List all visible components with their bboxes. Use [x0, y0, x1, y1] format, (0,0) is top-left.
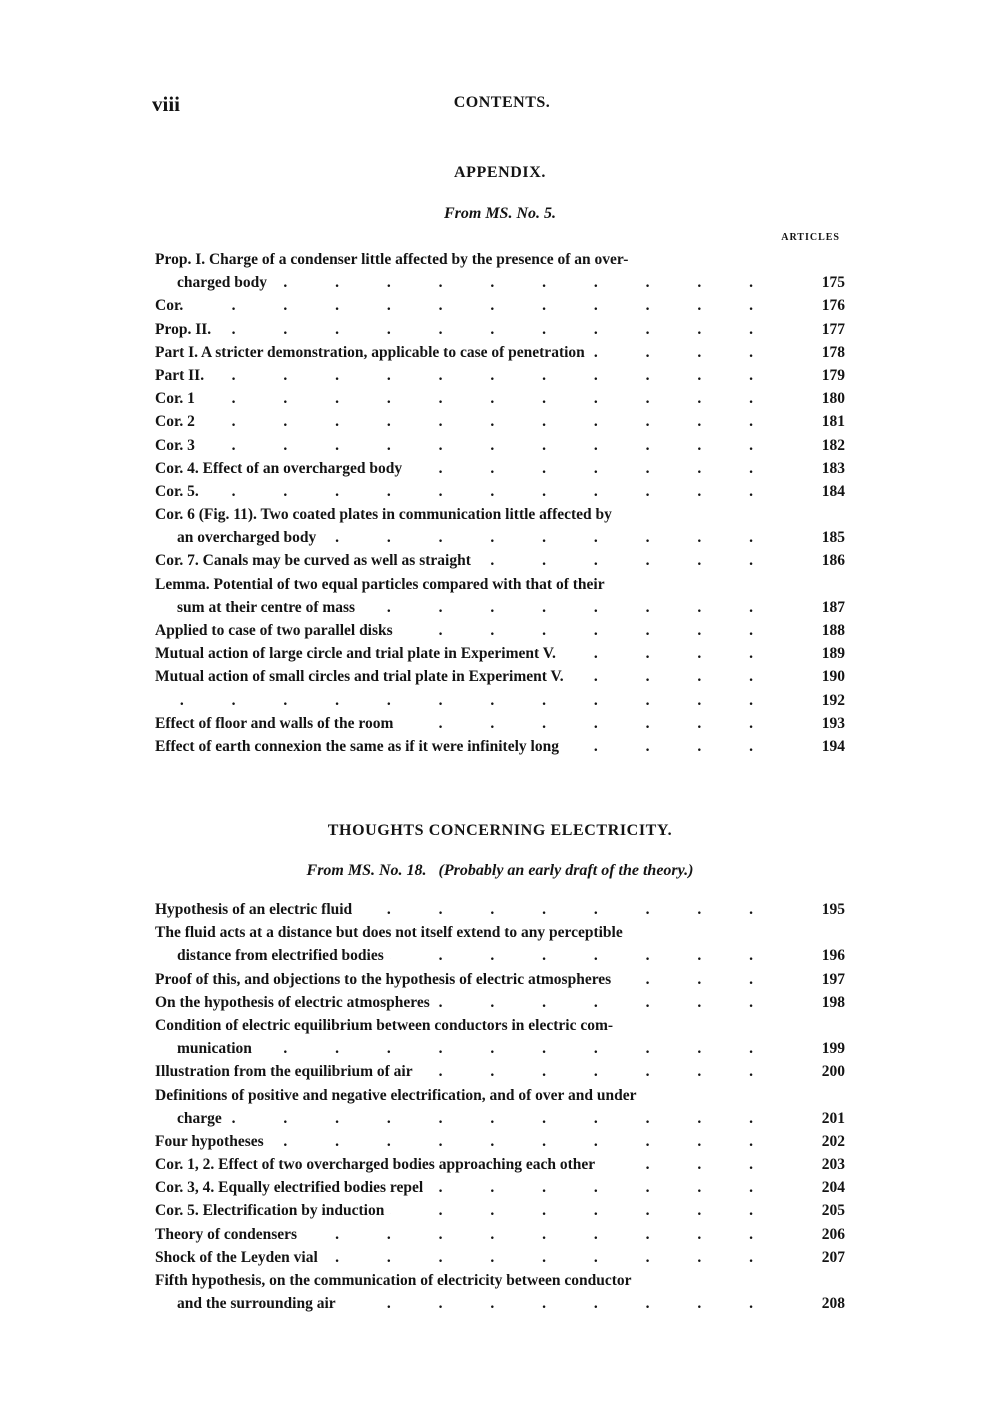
contents-entry: [155, 1223, 845, 1246]
contents-entry: [155, 573, 845, 619]
article-number: 190: [821, 668, 845, 686]
contents-entry: [155, 434, 845, 457]
contents-entry: [155, 921, 845, 967]
entry-line: [155, 1176, 845, 1199]
entry-text: Effect of floor and walls of the room: [155, 715, 399, 732]
article-number: 192: [821, 691, 845, 709]
entry-text: Shock of the Leyden vial: [155, 1249, 324, 1266]
contents-entry: [155, 294, 845, 317]
entry-text: Cor. 1: [155, 390, 201, 407]
entry-text: sum at their centre of mass: [177, 599, 361, 616]
article-number: 188: [821, 622, 845, 639]
entry-line: [155, 457, 845, 480]
running-title: CONTENTS.: [453, 94, 551, 111]
entry-line: [155, 712, 845, 735]
article-number: 200: [821, 1063, 845, 1081]
entry-line: [155, 341, 845, 364]
contents-entry: [155, 1269, 845, 1315]
entry-line: [155, 944, 845, 967]
entry-line: [155, 642, 845, 665]
entry-line: [155, 1153, 845, 1176]
dot-leader: [155, 1107, 753, 1130]
entry-line: [155, 434, 845, 457]
entry-line: [155, 1199, 845, 1222]
article-number: 186: [821, 552, 845, 570]
article-number: 193: [821, 714, 845, 732]
article-number: 183: [821, 459, 845, 477]
entry-text: Cor. 4. Effect of an overcharged body: [155, 460, 408, 477]
entry-text: Cor. 5.: [155, 483, 205, 500]
dot-leader: [155, 480, 753, 503]
entry-line: [155, 1084, 845, 1107]
entry-line: [155, 271, 845, 294]
contents-entry: [155, 1199, 845, 1222]
entry-text: The fluid acts at a distance but does not itself extend to any perceptible: [155, 924, 629, 941]
article-number: 196: [821, 947, 845, 965]
entry-line: [155, 248, 845, 271]
entry-line: [155, 387, 845, 410]
article-number: 194: [821, 737, 845, 755]
entry-text: Cor. 7. Canals may be curved as well as straight: [155, 552, 477, 569]
entry-line: [155, 735, 845, 758]
contents-entry: [155, 248, 845, 294]
entry-text: Proof of this, and objections to the hypothesis of electric atmospheres: [155, 971, 617, 988]
entry-line: [155, 480, 845, 503]
contents-entry: [155, 642, 845, 665]
article-number: 182: [821, 436, 845, 454]
article-number: 201: [821, 1109, 845, 1127]
article-number: 203: [821, 1156, 845, 1174]
dot-leader: [155, 387, 753, 410]
thoughts-source: [0, 862, 1000, 880]
entry-line: [155, 1246, 845, 1269]
article-number: 181: [821, 413, 845, 431]
contents-entry: [155, 898, 845, 921]
entry-text: Cor. 1, 2. Effect of two overcharged bodies approaching each other: [155, 1156, 601, 1173]
contents-entry: [155, 410, 845, 433]
entry-line: [155, 898, 845, 921]
contents-entry: [155, 1060, 845, 1083]
entry-text: an overcharged body: [177, 529, 322, 546]
entry-text: Lemma. Potential of two equal particles compared with that of their: [155, 576, 611, 593]
entry-text: Effect of earth connexion the same as if it were infinitely long: [155, 738, 565, 755]
article-number: 176: [821, 297, 845, 315]
running-head: [152, 92, 852, 118]
contents-entry: [155, 341, 845, 364]
contents-entry: [155, 364, 845, 387]
entry-text: [155, 692, 161, 709]
entry-text: Four hypotheses: [155, 1133, 270, 1150]
entry-text: Part II.: [155, 367, 210, 384]
articles-column-header: ARTICLES: [781, 232, 840, 243]
dot-leader: [155, 689, 753, 712]
entry-text: Fifth hypothesis, on the communication of electricity between conductor: [155, 1272, 638, 1289]
article-number: 184: [821, 482, 845, 500]
article-number: 177: [821, 320, 845, 338]
entry-line: [155, 294, 845, 317]
entry-text: Cor.: [155, 297, 189, 314]
entry-text: Prop. I. Charge of a condenser little affected by the presence of an over-: [155, 251, 634, 268]
entry-line: [155, 1037, 845, 1060]
article-number: 197: [821, 970, 845, 988]
entry-line: [155, 410, 845, 433]
article-number: 204: [821, 1179, 845, 1197]
article-number: 180: [821, 390, 845, 408]
contents-entry: [155, 991, 845, 1014]
appendix-source: From MS. No. 5.: [443, 205, 557, 222]
article-number: 195: [821, 901, 845, 918]
contents-entry: [155, 735, 845, 758]
entry-line: [155, 573, 845, 596]
article-number: 199: [821, 1040, 845, 1058]
entry-text: Cor. 6 (Fig. 11). Two coated plates in communication little affected by: [155, 506, 618, 523]
entry-line: [155, 1060, 845, 1083]
article-number: 175: [821, 274, 845, 292]
article-number: 207: [821, 1248, 845, 1266]
entry-line: [155, 921, 845, 944]
entry-text: Illustration from the equilibrium of air: [155, 1063, 419, 1080]
entry-line: [155, 689, 845, 712]
entry-text: Cor. 3: [155, 437, 201, 454]
contents-entry: [155, 619, 845, 642]
entry-text: Condition of electric equilibrium between conductors in electric com-: [155, 1017, 619, 1034]
contents-entry: [155, 712, 845, 735]
entry-line: [155, 549, 845, 572]
contents-entry: [155, 1130, 845, 1153]
contents-entry: [155, 1176, 845, 1199]
entry-text: Theory of condensers: [155, 1226, 303, 1243]
dot-leader: [155, 410, 753, 433]
contents-entry: [155, 503, 845, 549]
appendix-contents-list: [155, 248, 845, 758]
entry-text: Mutual action of small circles and trial plate in Experiment V.: [155, 668, 570, 685]
entry-text: Definitions of positive and negative electrification, and of over and under: [155, 1087, 643, 1104]
entry-text: munication: [177, 1040, 258, 1057]
entry-text: charged body: [177, 274, 273, 291]
entry-text: Prop. II.: [155, 321, 217, 338]
article-number: 198: [821, 993, 845, 1011]
entry-text: charge: [177, 1110, 228, 1127]
appendix-title: APPENDIX.: [453, 164, 547, 181]
thoughts-title: THOUGHTS CONCERNING ELECTRICITY.: [327, 822, 673, 839]
entry-line: [155, 991, 845, 1014]
contents-entry: [155, 318, 845, 341]
entry-text: Mutual action of large circle and trial plate in Experiment V.: [155, 645, 562, 662]
contents-entry: [155, 1084, 845, 1130]
entry-line: [155, 318, 845, 341]
article-number: 205: [821, 1202, 845, 1220]
entry-line: [155, 1269, 845, 1292]
entry-line: [155, 1130, 845, 1153]
contents-entry: [155, 689, 845, 712]
entry-text: Part I. A stricter demonstration, applicable to case of penetration: [155, 344, 591, 361]
contents-entry: [155, 1014, 845, 1060]
entry-text: On the hypothesis of electric atmospheres: [155, 994, 436, 1011]
contents-entry: [155, 457, 845, 480]
entry-text: Cor. 5. Electrification by induction: [155, 1202, 390, 1219]
dot-leader: [155, 294, 753, 317]
entry-text: distance from electrified bodies: [177, 947, 390, 964]
entry-text: Cor. 2: [155, 413, 201, 430]
contents-entry: [155, 968, 845, 991]
entry-line: [155, 1223, 845, 1246]
article-number: 179: [821, 366, 845, 384]
article-number: 178: [821, 343, 845, 361]
thoughts-contents-list: [155, 898, 845, 1315]
article-number: 187: [821, 598, 845, 616]
contents-entry: [155, 665, 845, 688]
contents-entry: [155, 480, 845, 503]
article-number: 208: [821, 1295, 845, 1313]
article-number: 202: [821, 1132, 845, 1150]
contents-entry: [155, 1246, 845, 1269]
entry-line: [155, 503, 845, 526]
entry-line: [155, 619, 845, 642]
entry-text: and the surrounding air: [177, 1295, 342, 1312]
contents-entry: [155, 549, 845, 572]
entry-line: [155, 968, 845, 991]
entry-line: [155, 665, 845, 688]
entry-line: [155, 1292, 845, 1315]
thoughts-source-main: From MS. No. 18.: [306, 862, 427, 879]
entry-line: [155, 364, 845, 387]
entry-line: [155, 526, 845, 549]
contents-entry: [155, 387, 845, 410]
dot-leader: [155, 318, 753, 341]
entry-line: [155, 1014, 845, 1037]
contents-entry: [155, 1153, 845, 1176]
dot-leader: [155, 434, 753, 457]
entry-text: Cor. 3, 4. Equally electrified bodies repel: [155, 1179, 429, 1196]
entry-line: [155, 596, 845, 619]
thoughts-source-note: (Probably an early draft of the theory.): [438, 862, 694, 879]
page-number: viii: [152, 92, 181, 116]
dot-leader: [155, 364, 753, 387]
article-number: 189: [821, 645, 845, 663]
entry-line: [155, 1107, 845, 1130]
entry-text: Hypothesis of an electric fluid: [155, 901, 358, 918]
article-number: 206: [821, 1225, 845, 1243]
article-number: 185: [821, 529, 845, 547]
entry-text: Applied to case of two parallel disks: [155, 622, 399, 639]
